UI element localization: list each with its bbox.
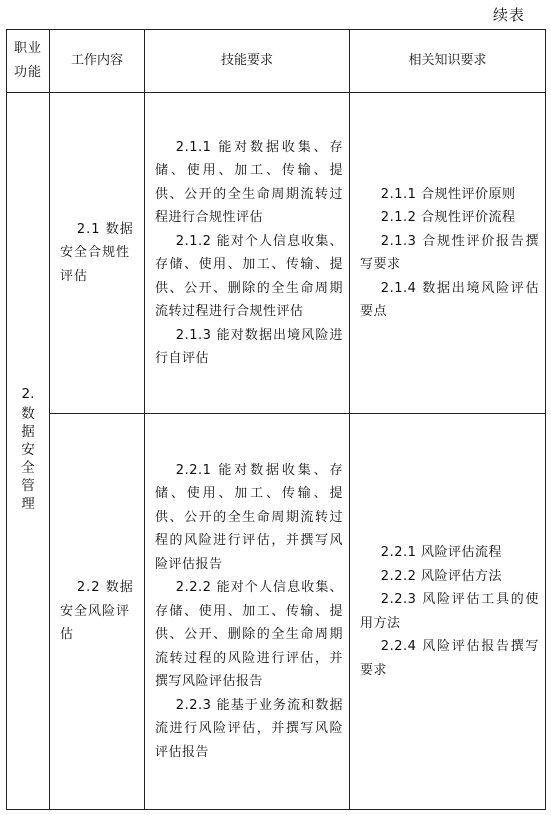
skill-item: 2.2.1 能对数据收集、存储、使用、加工、传输、提供、公开的全生命周期流转过程的风险进行评估，并撰写风险评估报告 <box>155 462 343 572</box>
knowledge-cell <box>350 93 546 414</box>
header-skills: 技能要求 <box>145 30 350 93</box>
header-knowledge: 相关知识要求 <box>350 30 546 93</box>
knowledge-item: 2.2.3 风险评估工具的使用方法 <box>360 592 539 631</box>
knowledge-item: 2.2.1 风险评估流程 <box>380 545 503 560</box>
knowledge-item: 2.2.2 风险评估方法 <box>380 568 503 584</box>
skill-item: 2.2.3 能基于业务流和数据流进行风险评估，并撰写风险评估报告 <box>155 697 343 760</box>
header-work-content: 工作内容 <box>50 30 145 93</box>
continued-label: 续表 <box>492 6 525 24</box>
skills-cell <box>145 414 350 810</box>
work-content-text: 2.1 数据安全合规性评估 <box>60 221 134 284</box>
table-row <box>7 414 546 810</box>
work-content-text: 2.2 数据安全风险评估 <box>60 580 134 643</box>
skill-item: 2.2.2 能对个人信息收集、存储、使用、加工、传输、提供、公开、删除的全生命周期流转过程的风险进行评估，并撰写风险评估报告 <box>155 580 343 690</box>
skill-item: 2.1.3 能对数据出境风险进行自评估 <box>155 327 343 366</box>
skills-table <box>6 29 546 810</box>
knowledge-cell <box>350 414 546 810</box>
skill-item: 2.1.2 能对个人信息收集、存储、使用、加工、传输、提供、公开、删除的全生命周期流转过程进行合规性评估 <box>155 233 343 319</box>
knowledge-item: 2.1.2 合规性评价流程 <box>380 210 516 225</box>
work-content-cell <box>50 93 145 414</box>
knowledge-item: 2.2.4 风险评估报告撰写要求 <box>360 639 539 678</box>
function-cell <box>7 93 50 810</box>
skills-cell <box>145 93 350 414</box>
knowledge-item: 2.1.3 合规性评价报告撰写要求 <box>360 233 539 272</box>
header-function: 职业功能 <box>7 30 50 93</box>
knowledge-item: 2.1.1 合规性评价原则 <box>380 186 516 202</box>
skill-item: 2.1.1 能对数据收集、存储、使用、加工、传输、提供、公开的全生命周期流转过程进行合规性评估 <box>155 139 343 225</box>
function-number: 2. <box>21 386 35 403</box>
table-header-row <box>7 30 546 93</box>
knowledge-item: 2.1.4 数据出境风险评估要点 <box>360 280 539 319</box>
function-name: 数据安全管理 <box>21 406 35 513</box>
table-row <box>7 93 546 414</box>
work-content-cell <box>50 414 145 810</box>
